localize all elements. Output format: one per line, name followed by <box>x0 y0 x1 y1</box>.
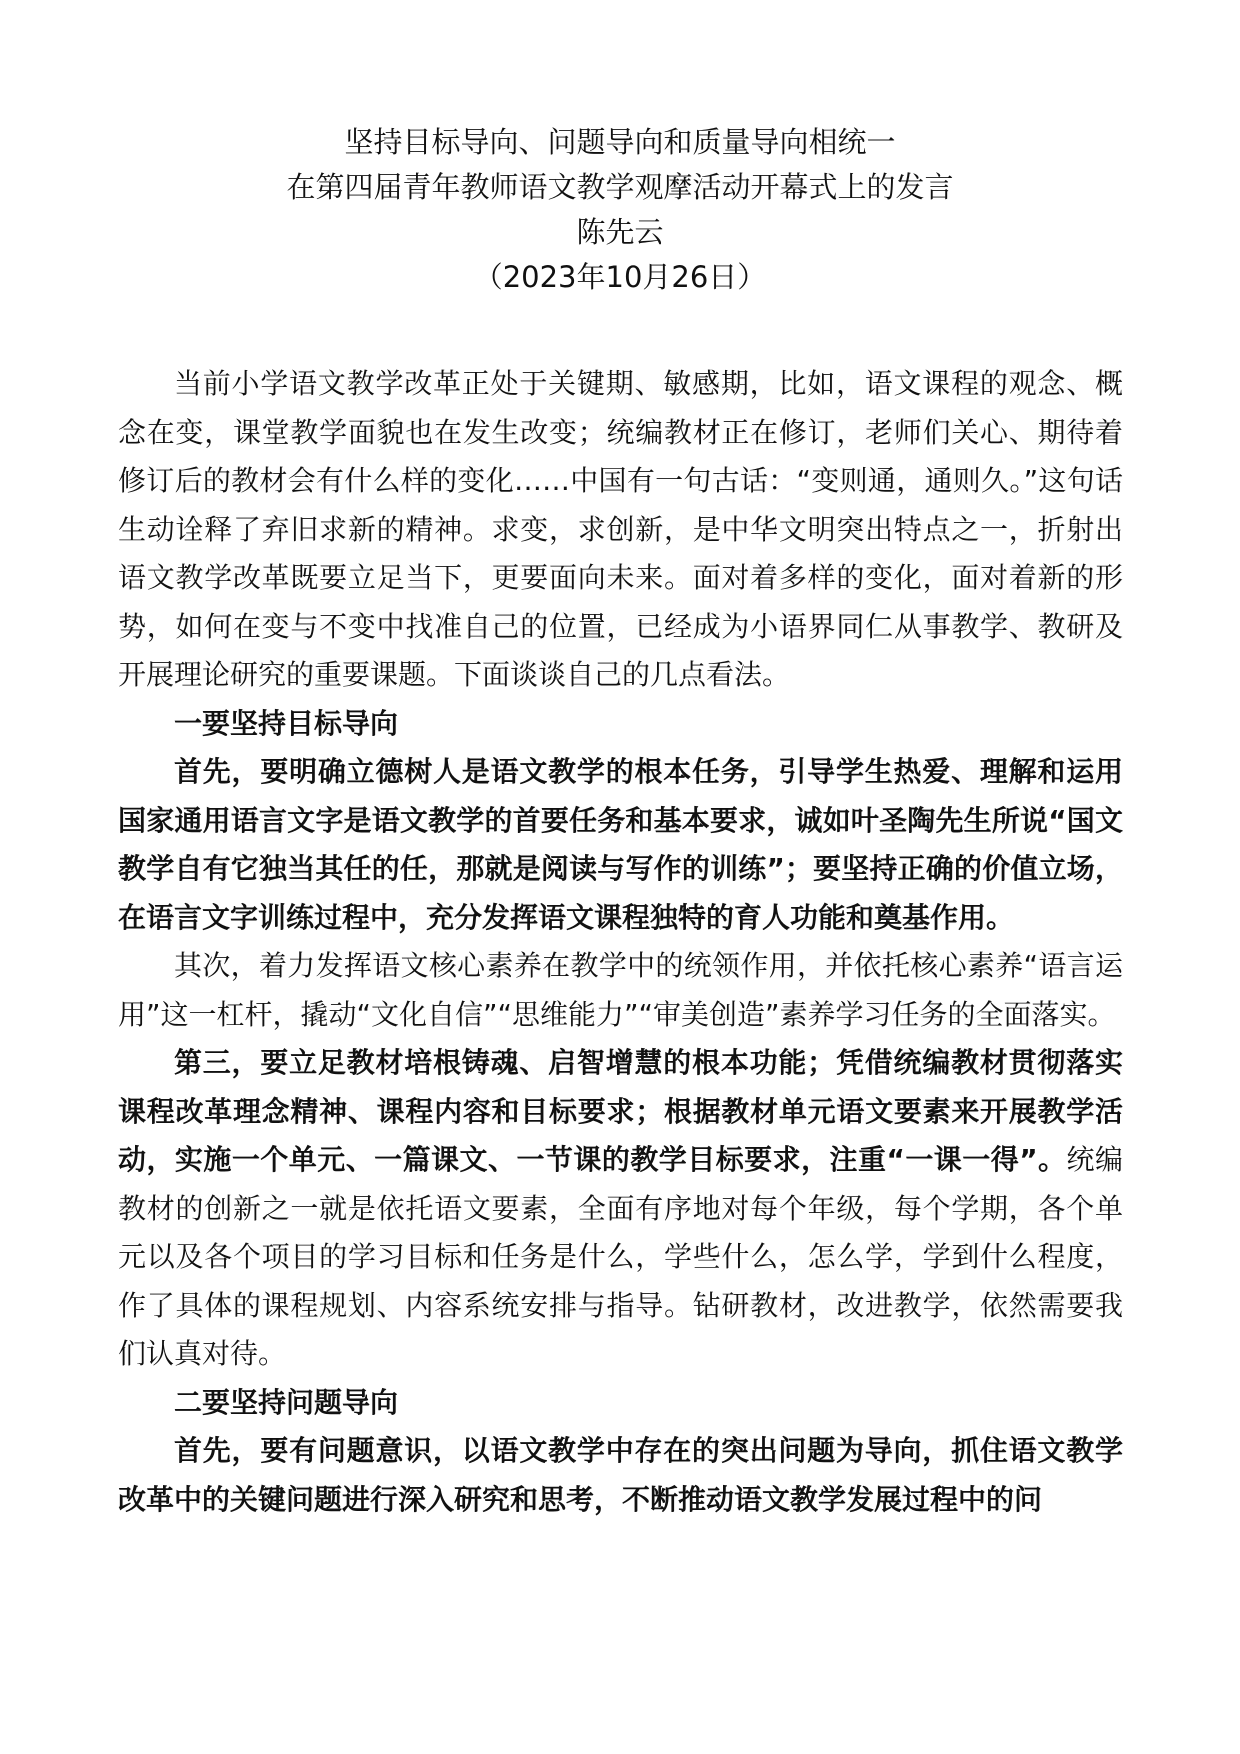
document-author: 陈先云 <box>576 215 664 249</box>
paragraph-goal-third-bold: 第三，要立足教材培根铸魂、启智增慧的根本功能；凭借统编教材贯彻落实课程改革理念精神、课程内容和目标要求；根据教材单元语文要素来开展教学活动，实施一个单元、一篇课文、一节课的教学目标要求，注重“一课一得”。 <box>118 1046 1123 1176</box>
document-header <box>0 120 1240 300</box>
paragraph-goal-third-normal: 统编教材的创新之一就是依托语文要素，全面有序地对每个年级，每个学期，各个单元以及各个项目的学习目标和任务是什么，学些什么，怎么学，学到什么程度，作了具体的课程规划、内容系统安排与指导。钻研教材，改进教学，依然需要我们认真对待。 <box>118 1143 1123 1370</box>
document-title: 坚持目标导向、问题导向和质量导向相统一 <box>344 125 896 159</box>
paragraph-goal-first: 首先，要明确立德树人是语文教学的根本任务，引导学生热爱、理解和运用国家通用语言文字是语文教学的首要任务和基本要求，诚如叶圣陶先生所说“国文教学自有它独当其任的任，那就是阅读与写作的训练”；要坚持正确的价值立场，在语言文字训练过程中，充分发挥语文课程独特的育人功能和奠基作用。 <box>118 755 1123 934</box>
paragraph-intro: 当前小学语文教学改革正处于关键期、敏感期，比如，语文课程的观念、概念在变，课堂教学面貌也在发生改变；统编教材正在修订，老师们关心、期待着修订后的教材会有什么样的变化……中国有一句古话：“变则通，通则久。”这句话生动诠释了弃旧求新的精神。求变，求创新，是中华文明突出特点之一，折射出语文教学改革既要立足当下，更要面向未来。面对着多样的变化，面对着新的形势，如何在变与不变中找准自己的位置，已经成为小语界同仁从事教学、教研及开展理论研究的重要课题。下面谈谈自己的几点看法。 <box>118 367 1123 691</box>
section-heading-goal-orientation: 一要坚持目标导向 <box>174 706 399 740</box>
section-heading-problem-orientation: 二要坚持问题导向 <box>174 1385 399 1419</box>
paragraph-goal-third <box>118 1039 1123 1379</box>
document-body <box>118 360 1123 1524</box>
document-date: （2023年10月26日） <box>473 260 767 294</box>
document-subtitle: 在第四届青年教师语文教学观摩活动开幕式上的发言 <box>286 170 954 204</box>
paragraph-problem-first: 首先，要有问题意识，以语文教学中存在的突出问题为导向，抓住语文教学改革中的关键问题进行深入研究和思考，不断推动语文教学发展过程中的问 <box>118 1434 1123 1516</box>
paragraph-goal-second: 其次，着力发挥语文核心素养在教学中的统领作用，并依托核心素养“语言运用”这一杠杆，撬动“文化自信”“思维能力”“审美创造”素养学习任务的全面落实。 <box>118 949 1123 1031</box>
